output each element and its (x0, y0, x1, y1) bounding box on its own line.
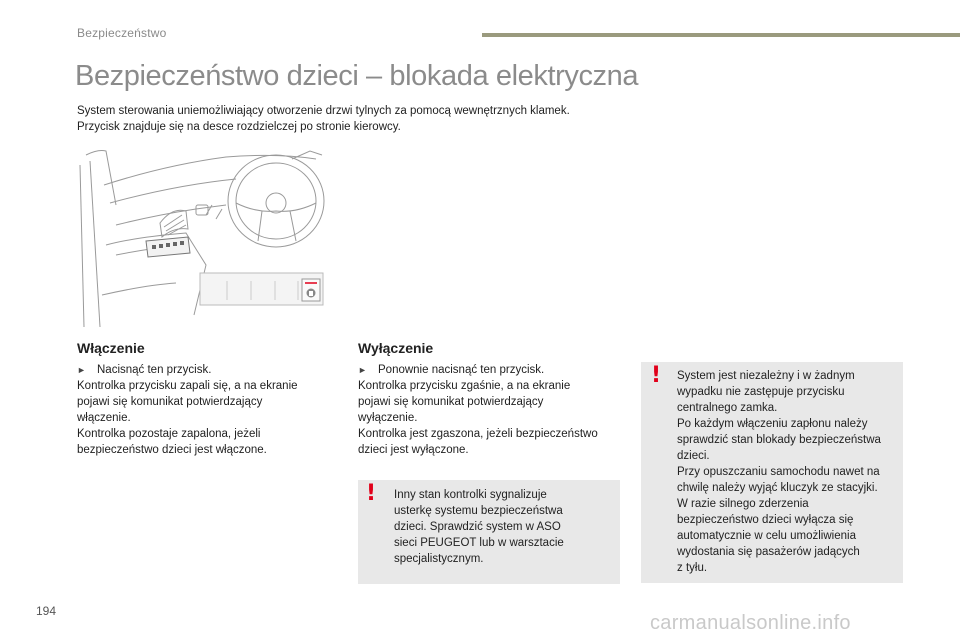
warning-line: sprawdzić stan blokady bezpieczeństwa (677, 434, 881, 446)
enable-bullet-text: Nacisnąć ten przycisk. (97, 364, 212, 376)
warning-exclamation-icon: ! (366, 481, 377, 506)
disable-bullet-item (358, 362, 628, 378)
warning-exclamation-icon: ! (651, 363, 662, 388)
enable-instructions (77, 362, 337, 458)
header-section-label: Bezpieczeństwo (77, 26, 167, 40)
page-title: Bezpieczeństwo dzieci – blokada elektryczna (75, 60, 639, 92)
warning-line: specjalistycznym. (394, 553, 484, 565)
warning-line: wydostania się pasażerów jadących (677, 546, 860, 558)
warning-line: Przy opuszczaniu samochodu nawet na (677, 466, 880, 478)
malfunction-warning-text (394, 487, 614, 567)
warning-line: chwilę należy wyjąć kluczyk ze stacyjki. (677, 482, 878, 494)
watermark-text: carmanualsonline.info (650, 612, 851, 634)
warning-line: bezpieczeństwo dzieci wyłącza się (677, 514, 854, 526)
warning-line: automatycznie w celu umożliwienia (677, 530, 856, 542)
button-zoom-inset (200, 273, 323, 305)
malfunction-warning-box (358, 480, 620, 584)
warning-line: z tyłu. (677, 562, 708, 574)
warning-line: dzieci. Sprawdzić system w ASO (394, 521, 561, 533)
bullet-arrow-icon: ► (358, 365, 367, 375)
warning-line: Inny stan kontrolki sygnalizuje (394, 489, 547, 501)
warning-line: wypadku nie zastępuje przycisku (677, 386, 845, 398)
disable-text-line: Kontrolka jest zgaszona, jeżeli bezpieczeństwo (358, 428, 598, 440)
enable-text-line: Kontrolka pozostaje zapalona, jeżeli (77, 428, 261, 440)
disable-text-line: wyłączenie. (358, 412, 418, 424)
warning-line: Po każdym włączeniu zapłonu należy (677, 418, 868, 430)
warning-line: centralnego zamka. (677, 402, 778, 414)
independent-warning-box (641, 362, 903, 583)
dashboard-switch-panel (146, 237, 190, 257)
enable-heading: Włączenie (77, 340, 145, 356)
intro-text (77, 103, 637, 135)
disable-bullet-text: Ponownie nacisnąć ten przycisk. (378, 364, 545, 376)
enable-text-line: bezpieczeństwo dzieci jest włączone. (77, 444, 267, 456)
disable-text-line: pojawi się komunikat potwierdzający (358, 396, 544, 408)
enable-text-line: Kontrolka przycisku zapali się, a na ekranie (77, 380, 298, 392)
disable-text-line: Kontrolka przycisku zgaśnie, a na ekranie (358, 380, 571, 392)
warning-line: usterkę systemu bezpieczeństwa (394, 505, 563, 517)
independent-warning-text (677, 368, 901, 576)
disable-instructions (358, 362, 628, 458)
warning-line: sieci PEUGEOT lub w warsztacie (394, 537, 564, 549)
intro-line: System sterowania uniemożliwiający otworzenie drzwi tylnych za pomocą wewnętrznych klamek. (77, 105, 570, 117)
warning-line: W razie silnego zderzenia (677, 498, 809, 510)
enable-text-line: włączenie. (77, 412, 131, 424)
intro-line: Przycisk znajduje się na desce rozdzielczej po stronie kierowcy. (77, 121, 401, 133)
disable-text-line: dzieci jest wyłączone. (358, 444, 469, 456)
disable-heading: Wyłączenie (358, 340, 434, 356)
warning-line: System jest niezależny i w żadnym (677, 370, 855, 382)
page-number: 194 (36, 604, 57, 618)
bullet-arrow-icon: ► (77, 365, 86, 375)
enable-bullet-item (77, 362, 337, 378)
enable-text-line: pojawi się komunikat potwierdzający (77, 396, 263, 408)
dashboard-illustration (76, 145, 334, 328)
header-divider-bar (482, 33, 960, 37)
warning-line: dzieci. (677, 450, 710, 462)
